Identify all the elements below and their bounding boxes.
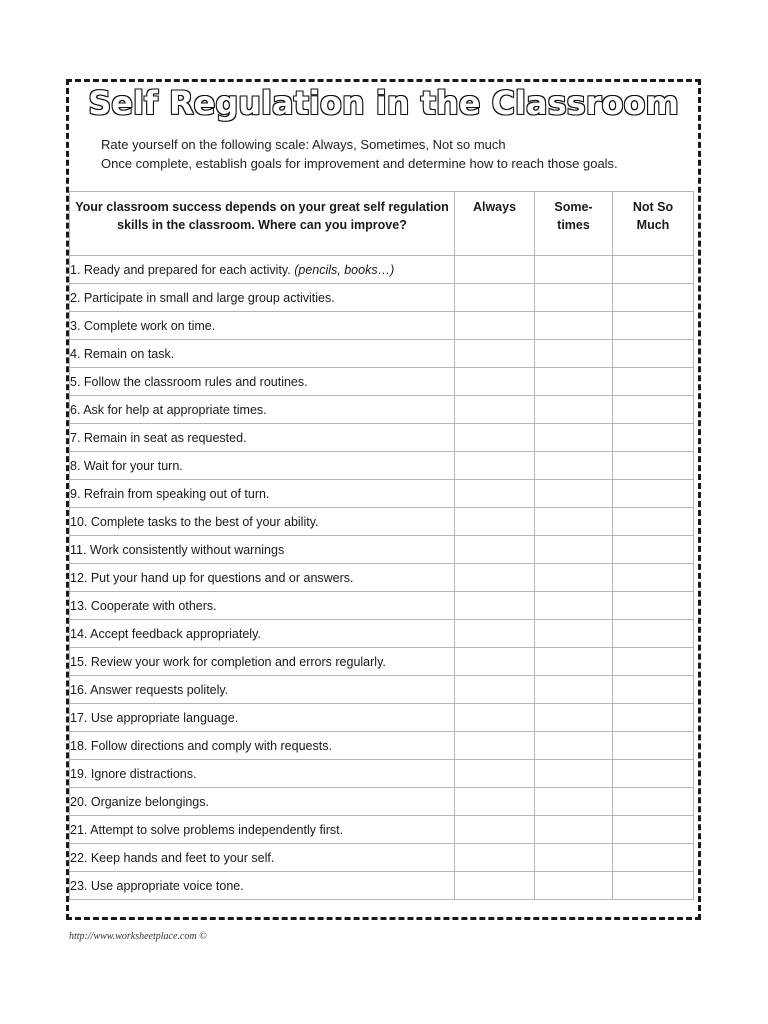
item-label: 2. Participate in small and large group activities. [70, 290, 335, 305]
not-so-much-cell[interactable] [613, 508, 694, 536]
item-text-cell [70, 760, 455, 788]
item-label: 4. Remain on task. [70, 346, 175, 361]
always-cell[interactable] [455, 844, 535, 872]
sometimes-cell[interactable] [535, 256, 613, 284]
not-so-much-cell[interactable] [613, 732, 694, 760]
item-note: (pencils, books…) [294, 262, 395, 277]
always-cell[interactable] [455, 648, 535, 676]
item-label: 13. Cooperate with others. [70, 598, 217, 613]
table-row [70, 452, 694, 480]
sometimes-cell[interactable] [535, 816, 613, 844]
always-cell[interactable] [455, 536, 535, 564]
table-row [70, 676, 694, 704]
item-text-cell [70, 480, 455, 508]
table-row [70, 480, 694, 508]
item-text-cell [70, 368, 455, 396]
not-so-much-header-line1: Not So [632, 200, 674, 214]
sometimes-cell[interactable] [535, 620, 613, 648]
table-row [70, 704, 694, 732]
item-label: 16. Answer requests politely. [70, 682, 229, 697]
not-so-much-cell[interactable] [613, 424, 694, 452]
always-header: Always [455, 192, 535, 256]
not-so-much-cell[interactable] [613, 844, 694, 872]
item-label: 10. Complete tasks to the best of your ability. [70, 514, 319, 529]
not-so-much-cell[interactable] [613, 452, 694, 480]
not-so-much-cell[interactable] [613, 760, 694, 788]
not-so-much-cell[interactable] [613, 872, 694, 900]
table-row [70, 760, 694, 788]
item-label: 21. Attempt to solve problems independently first. [70, 822, 344, 837]
question-header: Your classroom success depends on your great self regulation skills in the classroom. Where can you improve? [70, 192, 455, 256]
sometimes-cell[interactable] [535, 368, 613, 396]
item-text-cell [70, 592, 455, 620]
table-row [70, 508, 694, 536]
sometimes-cell[interactable] [535, 676, 613, 704]
sometimes-cell[interactable] [535, 704, 613, 732]
sometimes-cell[interactable] [535, 536, 613, 564]
item-label: 5. Follow the classroom rules and routines. [70, 374, 308, 389]
sometimes-cell[interactable] [535, 312, 613, 340]
always-cell[interactable] [455, 368, 535, 396]
not-so-much-cell[interactable] [613, 648, 694, 676]
item-label: 17. Use appropriate language. [70, 710, 239, 725]
always-cell[interactable] [455, 480, 535, 508]
item-text-cell [70, 452, 455, 480]
item-text-cell [70, 424, 455, 452]
table-row [70, 424, 694, 452]
sometimes-cell[interactable] [535, 788, 613, 816]
item-text-cell [70, 648, 455, 676]
not-so-much-cell[interactable] [613, 704, 694, 732]
not-so-much-header-line2: Much [636, 218, 670, 232]
table-row [70, 788, 694, 816]
table-row [70, 648, 694, 676]
always-cell[interactable] [455, 788, 535, 816]
table-row [70, 396, 694, 424]
sometimes-cell[interactable] [535, 872, 613, 900]
table-row [70, 536, 694, 564]
always-cell[interactable] [455, 564, 535, 592]
always-cell[interactable] [455, 704, 535, 732]
item-text-cell [70, 396, 455, 424]
not-so-much-cell[interactable] [613, 368, 694, 396]
always-cell[interactable] [455, 312, 535, 340]
not-so-much-cell[interactable] [613, 592, 694, 620]
item-text-cell [70, 256, 455, 284]
always-cell[interactable] [455, 732, 535, 760]
sometimes-cell[interactable] [535, 648, 613, 676]
item-label: 6. Ask for help at appropriate times. [70, 402, 267, 417]
table-header-row [70, 192, 694, 256]
item-text-cell [70, 284, 455, 312]
sometimes-cell[interactable] [535, 340, 613, 368]
goals-instruction: Once complete, establish goals for improvement and determine how to reach those goals. [101, 156, 618, 171]
item-text-cell [70, 340, 455, 368]
item-label: 1. Ready and prepared for each activity. [70, 262, 295, 277]
table-row [70, 732, 694, 760]
sometimes-header-line1: Some- [554, 200, 593, 214]
table-row [70, 256, 694, 284]
not-so-much-cell[interactable] [613, 564, 694, 592]
table-row [70, 284, 694, 312]
item-text-cell [70, 564, 455, 592]
item-text-cell [70, 704, 455, 732]
always-cell[interactable] [455, 760, 535, 788]
table-row [70, 564, 694, 592]
sometimes-cell[interactable] [535, 732, 613, 760]
sometimes-cell[interactable] [535, 760, 613, 788]
table-row [70, 872, 694, 900]
always-cell[interactable] [455, 340, 535, 368]
always-cell[interactable] [455, 508, 535, 536]
sometimes-cell[interactable] [535, 592, 613, 620]
item-text-cell [70, 788, 455, 816]
item-text-cell [70, 676, 455, 704]
not-so-much-cell[interactable] [613, 620, 694, 648]
item-label: 23. Use appropriate voice tone. [70, 878, 244, 893]
item-text-cell [70, 620, 455, 648]
item-label: 18. Follow directions and comply with requests. [70, 738, 332, 753]
always-cell[interactable] [455, 256, 535, 284]
item-text-cell [70, 536, 455, 564]
always-cell[interactable] [455, 872, 535, 900]
item-rows [70, 256, 694, 900]
always-cell[interactable] [455, 452, 535, 480]
item-label: 20. Organize belongings. [70, 794, 209, 809]
not-so-much-cell[interactable] [613, 340, 694, 368]
item-text-cell [70, 872, 455, 900]
sometimes-cell[interactable] [535, 396, 613, 424]
not-so-much-cell[interactable] [613, 676, 694, 704]
item-label: 7. Remain in seat as requested. [70, 430, 247, 445]
always-cell[interactable] [455, 816, 535, 844]
always-cell[interactable] [455, 424, 535, 452]
table-row [70, 620, 694, 648]
always-cell[interactable] [455, 676, 535, 704]
table-row [70, 844, 694, 872]
not-so-much-cell[interactable] [613, 284, 694, 312]
sometimes-cell[interactable] [535, 424, 613, 452]
table-row [70, 816, 694, 844]
item-label: 3. Complete work on time. [70, 318, 216, 333]
always-cell[interactable] [455, 592, 535, 620]
not-so-much-cell[interactable] [613, 256, 694, 284]
item-label: 19. Ignore distractions. [70, 766, 197, 781]
footer-url: http://www.worksheetplace.com © [69, 931, 207, 942]
sometimes-cell[interactable] [535, 480, 613, 508]
item-label: 12. Put your hand up for questions and or answers. [70, 570, 354, 585]
item-label: 15. Review your work for completion and errors regularly. [70, 654, 386, 669]
table-row [70, 592, 694, 620]
not-so-much-cell[interactable] [613, 396, 694, 424]
sometimes-cell[interactable] [535, 452, 613, 480]
item-text-cell [70, 312, 455, 340]
always-cell[interactable] [455, 284, 535, 312]
item-label: 22. Keep hands and feet to your self. [70, 850, 275, 865]
not-so-much-cell[interactable] [613, 788, 694, 816]
always-cell[interactable] [455, 396, 535, 424]
item-text-cell [70, 816, 455, 844]
item-label: 11. Work consistently without warnings [70, 542, 285, 557]
item-label: 9. Refrain from speaking out of turn. [70, 486, 270, 501]
rating-scale-instruction: Rate yourself on the following scale: Always, Sometimes, Not so much [101, 137, 506, 152]
item-text-cell [70, 844, 455, 872]
always-cell[interactable] [455, 620, 535, 648]
sometimes-cell[interactable] [535, 564, 613, 592]
not-so-much-header [613, 192, 694, 256]
item-text-cell [70, 508, 455, 536]
sometimes-header [535, 192, 613, 256]
table-row [70, 368, 694, 396]
table-row [70, 312, 694, 340]
item-label: 14. Accept feedback appropriately. [70, 626, 261, 641]
sometimes-header-line2: times [557, 218, 590, 232]
not-so-much-cell[interactable] [613, 312, 694, 340]
sometimes-cell[interactable] [535, 284, 613, 312]
page-title: Self Regulation in the Classroom [88, 84, 679, 122]
item-label: 8. Wait for your turn. [70, 458, 183, 473]
table-row [70, 340, 694, 368]
not-so-much-cell[interactable] [613, 536, 694, 564]
self-regulation-table [69, 191, 694, 900]
item-text-cell [70, 732, 455, 760]
sometimes-cell[interactable] [535, 508, 613, 536]
sometimes-cell[interactable] [535, 844, 613, 872]
not-so-much-cell[interactable] [613, 480, 694, 508]
not-so-much-cell[interactable] [613, 816, 694, 844]
